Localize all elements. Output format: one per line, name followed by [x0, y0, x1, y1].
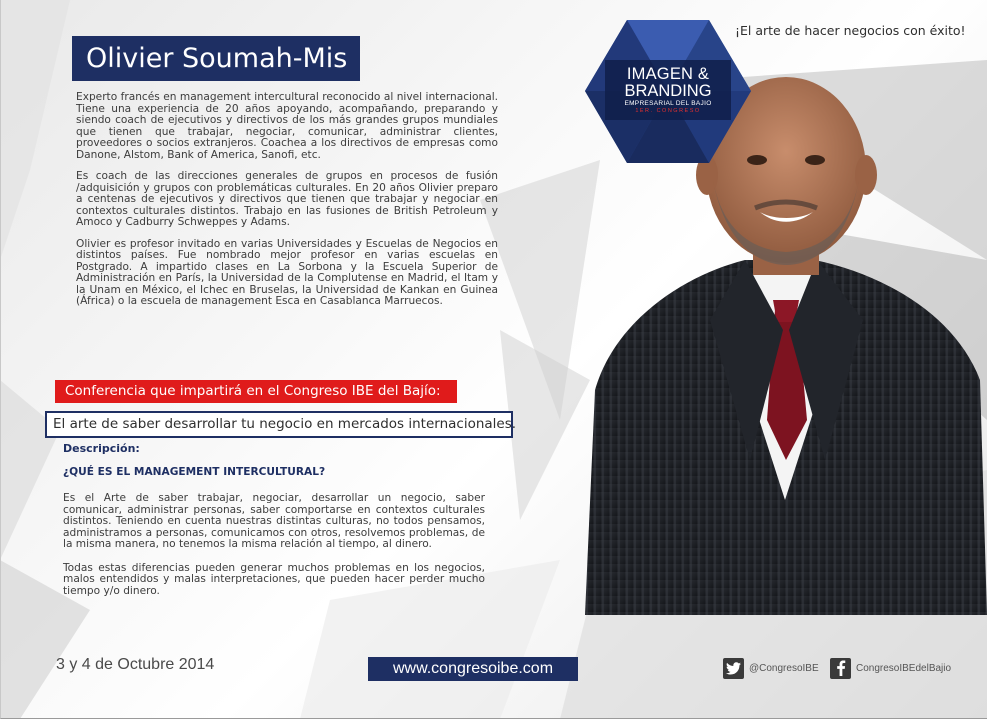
conference-title: El arte de saber desarrollar tu negocio en mercados internacionales. — [45, 411, 513, 438]
website-link[interactable]: www.congresoibe.com — [368, 657, 578, 681]
description-paragraph-1: Es el Arte de saber trabajar, negociar, desarrollar un negocio, saber comunicar, administrar personas, saber comportarse en contextos culturales distintos. Teniendo en cuenta nuestras distintas culturas, no todos pensamos, administramos a personas, comunicamos con otros, resolvemos problemas, de la misma manera, no tenemos la misma relación al tiempo, al dinero. — [63, 492, 485, 550]
twitter-handle-text: @CongresoIBE — [749, 662, 819, 674]
bio-paragraph-3: Olivier es profesor invitado en varias Universidades y Escuelas de Negocios en distintos países. Fue nombrado mejor profesor en varias escuelas en Postgrado. A impartido clases en La Sorbona y la Escuela Superior de Administración en París, la Universidad de la Complutense en Madrid, el Itam y la Unam en México, el Ichec en Bruselas, la Universidad de Kankan en Guinea (África) o la escuela de management Esca en Casablanca Marruecos. — [76, 237, 498, 307]
conference-banner: Conferencia que impartirá en el Congreso IBE del Bajío: — [55, 380, 457, 403]
speaker-name: Olivier Soumah-Mis — [72, 36, 360, 81]
description-label: Descripción: — [63, 442, 140, 455]
facebook-page-text: CongresoIBEdelBajio — [856, 662, 952, 674]
description-question: ¿QUÉ ES EL MANAGEMENT INTERCULTURAL? — [63, 466, 326, 478]
logo-line-congreso: 1ER. CONGRESO — [635, 108, 701, 114]
description-paragraph-2: Todas estas diferencias pueden generar muchos problemas en los negocios, malos entendidos y malas interpretaciones, que pueden hacer perder mucho tiempo y/o dinero. — [63, 561, 485, 597]
bio-paragraph-1: Experto francés en management intercultural reconocido al nivel internacional. Tiene una experiencia de 20 años apoyando, acompañando, preparando y siendo coach de ejecutivos y directivos de los más grandes grupos mundiales que tienen que trabajar, negociar, comunicar, administrar clientes, proveedores o socios extranjeros. Coachea a los directivos de empresas como Danone, Alstom, Bank of America, Sanofi, etc. — [76, 91, 498, 161]
event-date: 3 y 4 de Octubre 2014 — [56, 656, 215, 673]
bio-paragraph-2: Es coach de las direcciones generales de grupos en procesos de fusión /adquisición y grupos con problemáticas culturales. En 20 años Olivier preparo a centenas de ejecutivos y directivos que tienen que trabajar y negociar en contextos culturales distintos. Trabajo en las fusiones de British Petroleum y Amoco y Cadburry Schweppes y Adams. — [76, 170, 498, 228]
logo-line-imagen: IMAGEN & — [626, 65, 710, 83]
slogan: ¡El arte de hacer negocios con éxito! — [735, 23, 966, 38]
logo-line-empresarial: EMPRESARIAL DEL BAJIO — [624, 100, 712, 107]
logo-line-branding: BRANDING — [624, 82, 712, 100]
